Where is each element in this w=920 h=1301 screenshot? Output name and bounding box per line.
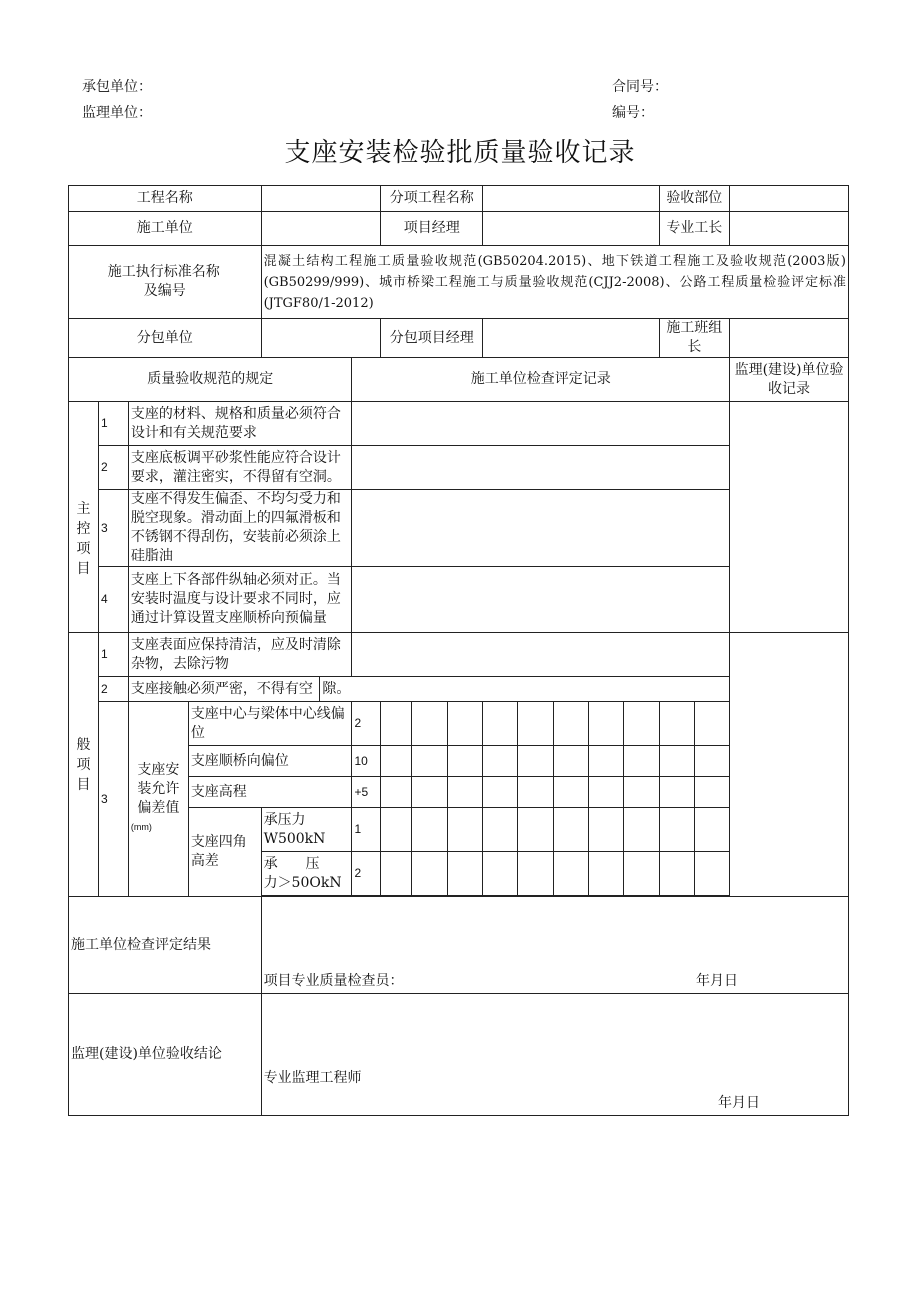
spec-header: 质量验收规范的规定 (69, 358, 352, 402)
check-header: 施工单位检查评定记录 (352, 358, 730, 402)
measure-cell[interactable] (483, 746, 518, 777)
construction-unit-value[interactable] (261, 212, 381, 246)
standard-label-line1: 施工执行标准名称 (107, 264, 220, 280)
measure-cell[interactable] (483, 777, 518, 808)
project-manager-value[interactable] (483, 212, 659, 246)
sub-manager-value[interactable] (483, 319, 659, 358)
measure-cell[interactable] (659, 808, 694, 852)
main-item-no: 1 (98, 402, 128, 446)
measure-cell[interactable] (518, 702, 553, 746)
measure-cell[interactable] (553, 777, 588, 808)
sub-unit-label: 分包单位 (69, 319, 262, 358)
main-item-no: 2 (98, 446, 128, 490)
measure-cell[interactable] (659, 777, 694, 808)
team-leader-value[interactable] (730, 319, 849, 358)
construction-unit-label: 施工单位 (69, 212, 262, 246)
deviation-item-name: 支座顺桥向偏位 (188, 746, 352, 777)
main-item-check[interactable] (352, 490, 730, 567)
contract-no-label: 合同号： (612, 79, 668, 95)
main-item-check[interactable] (352, 402, 730, 446)
measure-cell[interactable] (483, 702, 518, 746)
deviation-unit: (mm) (130, 822, 152, 832)
conclusion-area[interactable] (261, 994, 848, 1116)
subproject-name-label: 分项工程名称 (381, 186, 483, 212)
corner-condition: 承压力W500kN (261, 808, 352, 852)
main-control-char-2: 控 (76, 521, 91, 537)
corner-value: 1 (352, 808, 381, 852)
measure-cell[interactable] (624, 746, 659, 777)
measure-cell[interactable] (518, 852, 553, 896)
project-name-label: 工程名称 (69, 186, 262, 212)
measure-cell[interactable] (412, 852, 447, 896)
measure-cell[interactable] (412, 702, 447, 746)
measure-cell[interactable] (588, 777, 623, 808)
measure-cell[interactable] (518, 808, 553, 852)
project-name-value[interactable] (261, 186, 381, 212)
main-item-text: 支座不得发生偏歪、不均匀受力和脱空现象。滑动面上的四氟滑板和不锈钢不得刮伤，安装前必须涂上硅脂油 (128, 490, 352, 567)
general-char-2: 项 (76, 756, 91, 773)
measure-cell[interactable] (447, 852, 482, 896)
main-control-char-3: 项 (76, 541, 91, 557)
measure-cell[interactable] (381, 808, 412, 852)
measure-cell[interactable] (412, 808, 447, 852)
main-item-text: 支座的材料、规格和质量必须符合设计和有关规范要求 (128, 402, 352, 446)
corner-height-label: 支座四角高差 (188, 808, 261, 897)
standard-label-line2: 及编号 (143, 283, 186, 299)
measure-cell[interactable] (624, 777, 659, 808)
measure-cell[interactable] (447, 746, 482, 777)
team-leader-label: 施工班组长 (659, 319, 730, 358)
main-control-supervision[interactable] (730, 402, 849, 633)
measure-cell[interactable] (624, 702, 659, 746)
project-manager-label: 项目经理 (381, 212, 483, 246)
result-date: 年月日 (696, 973, 738, 989)
result-label: 施工单位检查评定结果 (69, 897, 262, 994)
main-control-label (69, 402, 99, 633)
measure-cell[interactable] (553, 702, 588, 746)
main-item-no: 4 (98, 567, 128, 633)
acceptance-record-table (68, 185, 849, 1116)
general-item-text: 支座接触必须严密，不得有空 (128, 677, 319, 702)
contractor-label: 承包单位： (82, 79, 152, 95)
main-item-check[interactable] (352, 446, 730, 490)
main-item-check[interactable] (352, 567, 730, 633)
measure-cell[interactable] (659, 702, 694, 746)
general-item-no: 1 (98, 633, 128, 677)
conclusion-date: 年月日 (718, 1095, 760, 1111)
measure-cell[interactable] (694, 702, 729, 746)
foreman-label: 专业工长 (659, 212, 730, 246)
main-item-text: 支座上下各部件纵轴必须对正。当安装时温度与设计要求不同时，应通过计算设置支座顺桥向预偏量 (128, 567, 352, 633)
page-title: 支座安装检验批质量验收记录 (284, 138, 636, 168)
general-char-1: 般 (76, 736, 91, 753)
measure-cell[interactable] (381, 702, 412, 746)
deviation-item-name: 支座中心与梁体中心线偏位 (188, 702, 352, 746)
measure-cell[interactable] (518, 746, 553, 777)
deviation-item-value: 10 (352, 746, 381, 777)
foreman-value[interactable] (730, 212, 849, 246)
sub-manager-label: 分包项目经理 (381, 319, 483, 358)
measure-cell[interactable] (588, 746, 623, 777)
deviation-item-name: 支座高程 (188, 777, 352, 808)
supervision-header: 监理(建设)单位验收记录 (730, 358, 849, 402)
measure-cell[interactable] (694, 808, 729, 852)
main-item-no: 3 (98, 490, 128, 567)
result-area[interactable] (261, 897, 848, 994)
measure-cell[interactable] (553, 852, 588, 896)
measure-cell[interactable] (483, 852, 518, 896)
measure-cell[interactable] (659, 746, 694, 777)
deviation-item-value: +5 (352, 777, 381, 808)
general-item-no: 3 (98, 702, 128, 897)
general-label (69, 633, 99, 897)
quality-inspector-label: 项目专业质量检查员： (263, 973, 404, 989)
general-item-text: 支座表面应保持清洁，应及时清除杂物，去除污物 (128, 633, 352, 677)
measure-cell[interactable] (553, 746, 588, 777)
measure-cell[interactable] (694, 746, 729, 777)
main-control-char-1: 主 (76, 501, 91, 517)
measure-cell[interactable] (588, 702, 623, 746)
acceptance-part-value[interactable] (730, 186, 849, 212)
conclusion-label: 监理(建设)单位验收结论 (69, 994, 262, 1116)
acceptance-part-label: 验收部位 (659, 186, 730, 212)
general-item-no: 2 (98, 677, 128, 702)
general-item-text-tail: 隙。 (320, 677, 730, 702)
corner-condition: 承 压 力＞50OkN (261, 852, 352, 896)
measure-cell[interactable] (447, 777, 482, 808)
general-item-check[interactable] (352, 633, 730, 677)
measure-cell[interactable] (694, 777, 729, 808)
measure-cell[interactable] (588, 852, 623, 896)
serial-no-label: 编号： (612, 105, 654, 121)
measure-cell[interactable] (381, 852, 412, 896)
measure-cell[interactable] (412, 746, 447, 777)
measure-cell[interactable] (412, 777, 447, 808)
standard-text: 混凝土结构工程施工质量验收规范(GB50204.2015)、地下铁道工程施工及验收规范(2003版)(GB50299/999)、城市桥梁工程施工与质量验收规范(CJJ2-2008)、公路工程质量检验评定标准(JTGF80/1-2012) (261, 246, 848, 319)
general-supervision[interactable] (730, 633, 849, 897)
general-char-3: 目 (76, 776, 91, 793)
main-item-text: 支座底板调平砂浆性能应符合设计要求，灌注密实，不得留有空洞。 (128, 446, 352, 490)
measure-cell[interactable] (447, 702, 482, 746)
deviation-item-value: 2 (352, 702, 381, 746)
measure-cell[interactable] (588, 808, 623, 852)
measure-cell[interactable] (447, 808, 482, 852)
measure-cell[interactable] (624, 808, 659, 852)
supervisor-label: 监理单位： (82, 105, 152, 121)
measure-cell[interactable] (659, 852, 694, 896)
subproject-name-value[interactable] (483, 186, 659, 212)
measure-cell[interactable] (553, 808, 588, 852)
measure-cell[interactable] (381, 777, 412, 808)
measure-cell[interactable] (694, 852, 729, 896)
main-control-char-4: 目 (76, 561, 91, 577)
measure-cell[interactable] (381, 746, 412, 777)
measure-cell[interactable] (483, 808, 518, 852)
sub-unit-value[interactable] (261, 319, 381, 358)
measure-cell[interactable] (518, 777, 553, 808)
deviation-group-text: 支座安装允许偏差值 (137, 762, 180, 816)
deviation-group-label (128, 702, 188, 897)
standard-label (69, 246, 262, 319)
supervising-engineer-label: 专业监理工程师 (263, 1070, 362, 1086)
measure-cell[interactable] (624, 852, 659, 896)
corner-value: 2 (352, 852, 381, 896)
